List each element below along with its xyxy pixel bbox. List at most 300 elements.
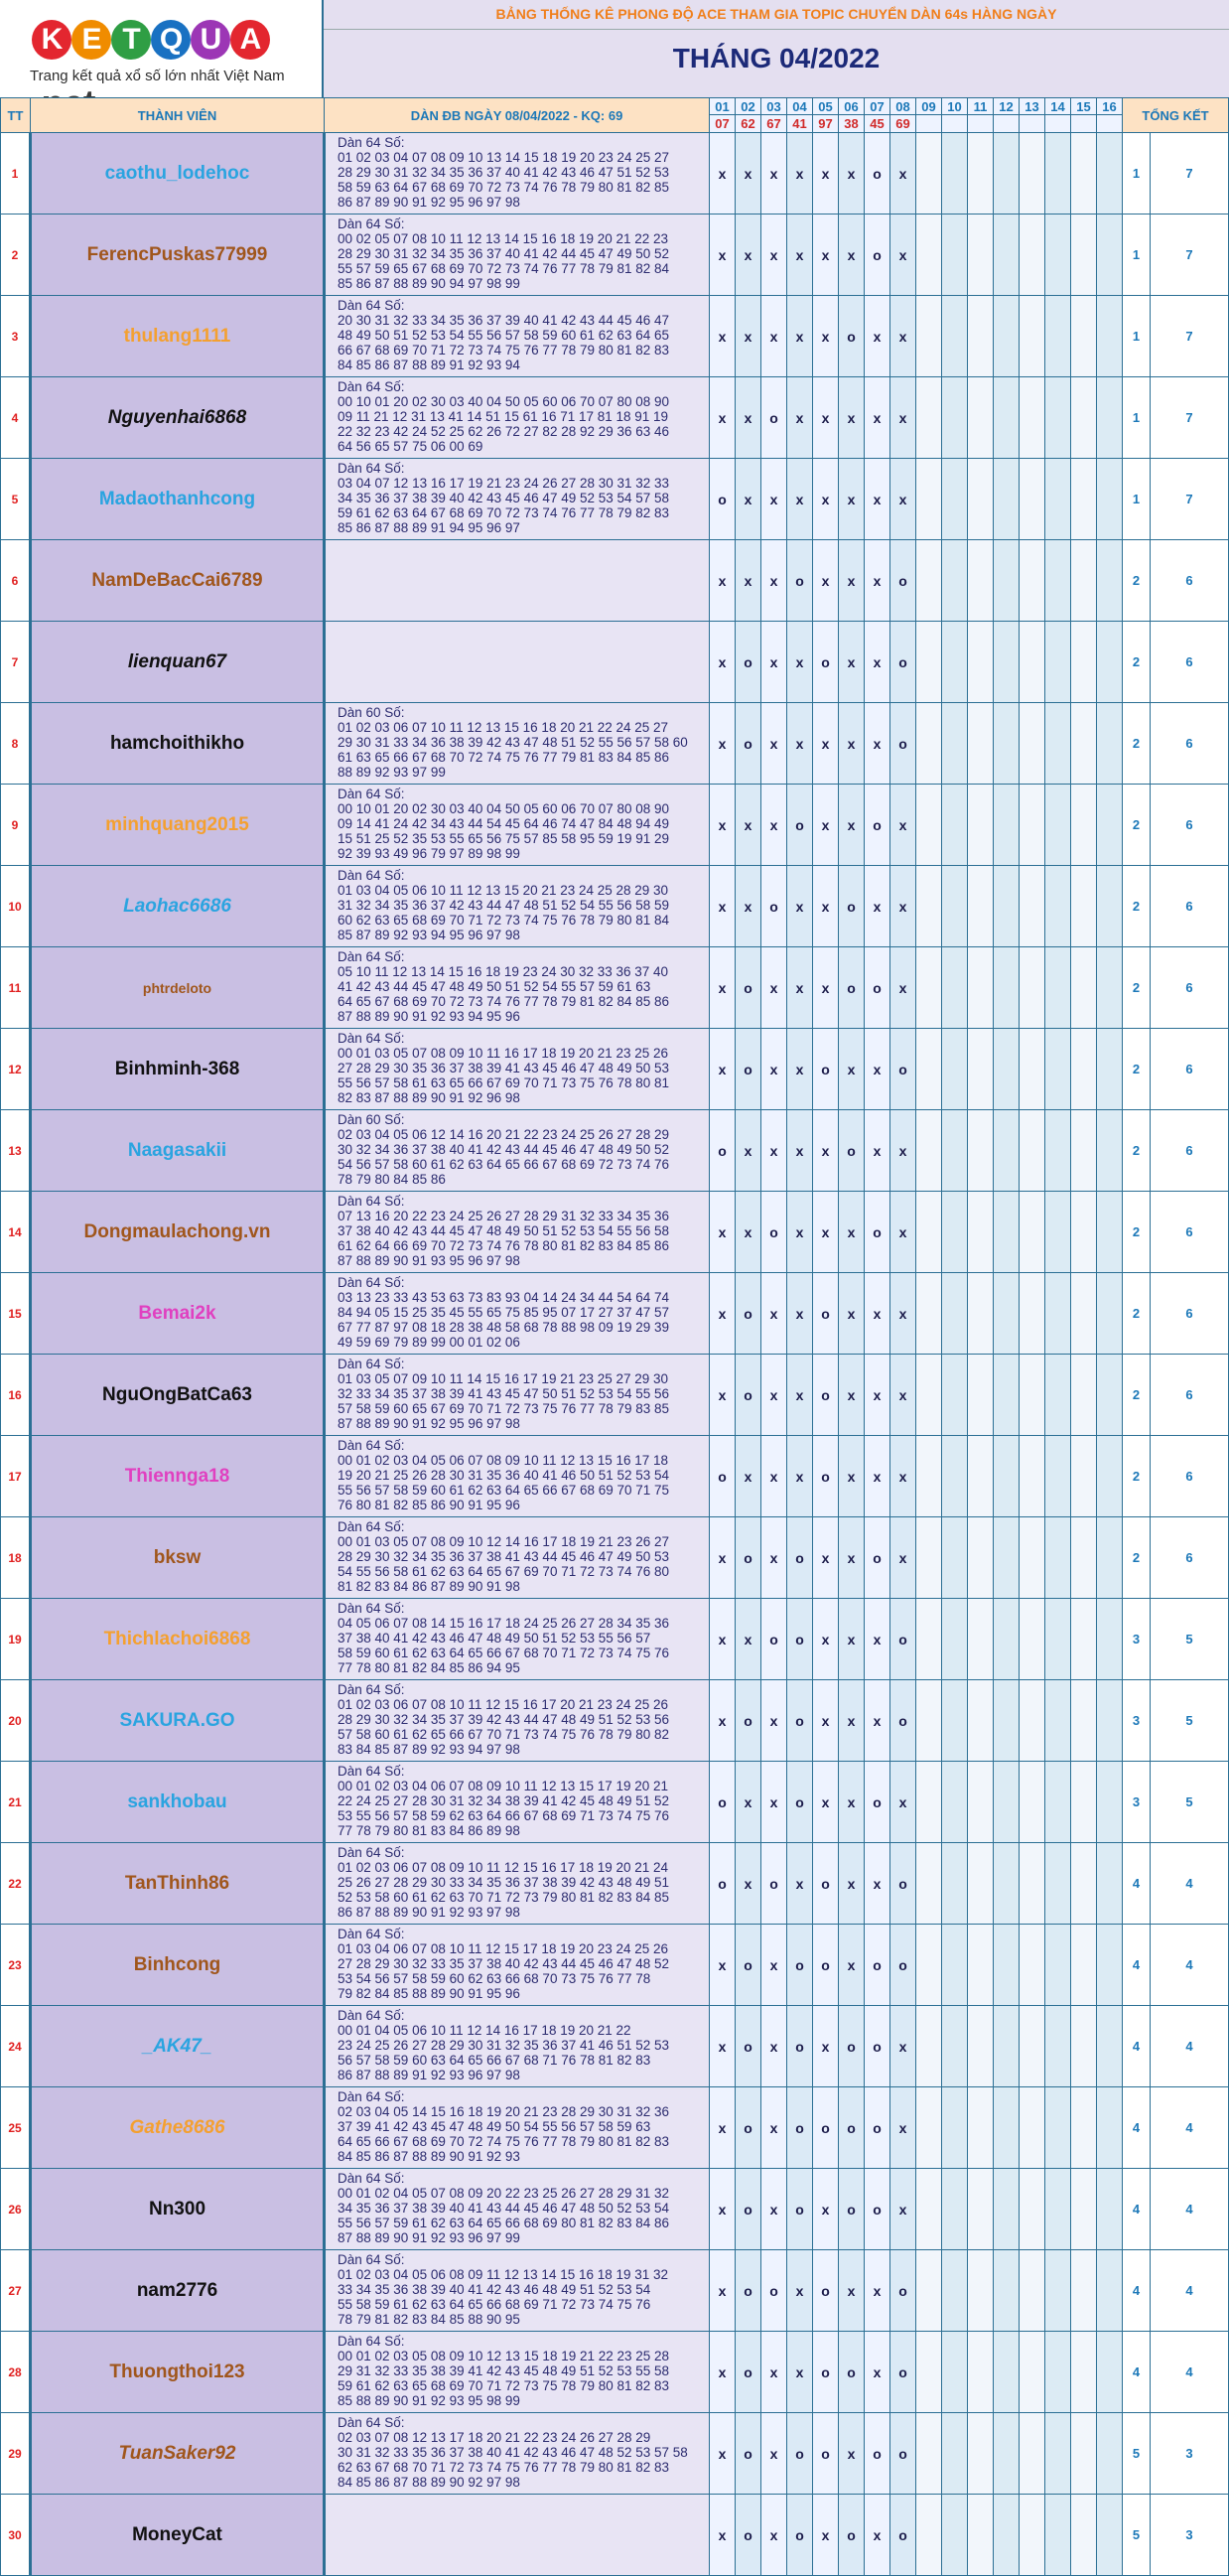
result-mark: x	[813, 2169, 839, 2250]
empty-cell	[968, 2250, 994, 2332]
dan-numbers	[325, 2087, 710, 2169]
empty-cell	[1020, 2332, 1045, 2413]
total-b: 7	[1151, 133, 1229, 215]
result-mark: x	[839, 785, 865, 866]
empty-cell	[916, 622, 942, 703]
empty-cell	[994, 2087, 1020, 2169]
empty-cell	[994, 1436, 1020, 1517]
result-mark: x	[736, 377, 761, 459]
dan-line: 56 57 58 59 60 63 64 65 66 67 68 71 76 78 81 82 83	[338, 2053, 651, 2068]
row-number: 21	[1, 1762, 31, 1843]
result-mark: o	[839, 2169, 865, 2250]
empty-cell	[1045, 1355, 1071, 1436]
result-mark: x	[865, 296, 890, 377]
stats-table	[0, 97, 1229, 2576]
empty-cell	[968, 1925, 994, 2006]
total-b: 6	[1151, 785, 1229, 866]
empty-cell	[1020, 2006, 1045, 2087]
empty-cell	[994, 540, 1020, 622]
result-mark: x	[865, 459, 890, 540]
result-mark: o	[736, 2495, 761, 2576]
empty-cell	[942, 133, 968, 215]
result-mark: x	[761, 1355, 787, 1436]
total-a: 2	[1123, 540, 1151, 622]
empty-cell	[916, 133, 942, 215]
empty-cell	[1020, 1680, 1045, 1762]
result-mark: x	[787, 947, 813, 1029]
dan-line: 55 56 57 59 61 62 63 64 65 66 68 69 80 81 82 83 84 86	[338, 2216, 670, 2230]
result-mark: o	[839, 2495, 865, 2576]
dan-numbers	[325, 703, 710, 785]
member-name[interactable]: Naagasakii	[31, 1110, 325, 1192]
dan-line: 29 30 31 33 34 36 38 39 42 43 47 48 51 52 55 56 57 58 60	[338, 735, 688, 750]
logo-ball-t: T	[111, 20, 151, 60]
dan-line: 60 62 63 65 68 69 70 71 72 73 74 75 76 78 79 80 81 84	[338, 913, 670, 928]
member-name[interactable]: Binhminh-368	[31, 1029, 325, 1110]
result-mark: o	[890, 2495, 916, 2576]
result-mark: x	[890, 2169, 916, 2250]
empty-cell	[994, 1192, 1020, 1273]
result-mark: x	[710, 622, 736, 703]
header-day: 05	[813, 98, 839, 115]
row-number: 17	[1, 1436, 31, 1517]
empty-cell	[1020, 1110, 1045, 1192]
total-a: 5	[1123, 2413, 1151, 2495]
empty-cell	[942, 1762, 968, 1843]
dan-line: 00 01 03 05 07 08 09 10 12 14 16 17 18 19 21 23 26 27	[338, 1534, 670, 1549]
logo-tagline: Trang kết quả xổ số lớn nhất Việt Nam	[30, 68, 285, 84]
empty-cell	[1097, 866, 1123, 947]
dan-line: 79 82 84 85 88 89 90 91 95 96	[338, 1986, 520, 2001]
total-b: 4	[1151, 2006, 1229, 2087]
row-number: 22	[1, 1843, 31, 1925]
header-day: 01	[710, 98, 736, 115]
dan-line: Dàn 64 Số:	[338, 379, 405, 394]
dan-numbers	[325, 540, 710, 622]
row-number: 9	[1, 785, 31, 866]
dan-line: 28 29 30 32 34 35 36 37 38 41 43 44 45 46 47 49 50 53	[338, 1549, 670, 1564]
result-mark: x	[813, 1762, 839, 1843]
result-mark: x	[761, 296, 787, 377]
empty-cell	[942, 1029, 968, 1110]
empty-cell	[916, 2169, 942, 2250]
dan-line: 28 29 30 31 32 34 35 36 37 40 41 42 44 45 47 49 50 52	[338, 246, 670, 261]
dan-line: 61 62 64 66 69 70 72 73 74 76 78 80 81 82 83 84 85 86	[338, 1238, 670, 1253]
member-name[interactable]: Nn300	[31, 2169, 325, 2250]
empty-cell	[994, 1517, 1020, 1599]
dan-line: Dàn 64 Số:	[338, 1682, 405, 1697]
empty-cell	[1097, 2332, 1123, 2413]
result-mark: x	[787, 1436, 813, 1517]
result-mark: x	[813, 1110, 839, 1192]
dan-line: 86 87 88 89 91 92 93 96 97 98	[338, 2068, 520, 2082]
member-name[interactable]: Nguyenhai6868	[31, 377, 325, 459]
dan-line: 85 86 87 88 89 91 94 95 96 97	[338, 520, 520, 535]
result-mark: x	[813, 1680, 839, 1762]
row-number: 2	[1, 215, 31, 296]
empty-cell	[1097, 2495, 1123, 2576]
header-dan: DÀN ĐB NGÀY 08/04/2022 - KQ: 69	[325, 98, 710, 133]
total-a: 4	[1123, 2087, 1151, 2169]
result-mark: x	[839, 703, 865, 785]
empty-cell	[1045, 1762, 1071, 1843]
empty-cell	[968, 1273, 994, 1355]
member-name[interactable]: TuanSaker92	[31, 2413, 325, 2495]
result-mark: x	[710, 1273, 736, 1355]
total-a: 1	[1123, 296, 1151, 377]
result-mark: x	[839, 459, 865, 540]
member-name[interactable]: Binhcong	[31, 1925, 325, 2006]
member-row	[1, 296, 1229, 377]
result-mark: x	[736, 540, 761, 622]
member-row	[1, 1355, 1229, 1436]
header-day: 07	[865, 98, 890, 115]
result-mark: o	[761, 1192, 787, 1273]
empty-cell	[968, 2332, 994, 2413]
empty-cell	[916, 1517, 942, 1599]
member-name[interactable]: MoneyCat	[31, 2495, 325, 2576]
result-mark: x	[839, 1599, 865, 1680]
empty-cell	[916, 1355, 942, 1436]
empty-cell	[1071, 1436, 1097, 1517]
empty-cell	[1097, 540, 1123, 622]
dan-line: 02 03 07 08 12 13 17 18 20 21 22 23 24 26 27 28 29	[338, 2430, 651, 2445]
result-mark: x	[890, 1355, 916, 1436]
result-mark: x	[736, 1599, 761, 1680]
empty-cell	[942, 377, 968, 459]
header-result: 62	[736, 115, 761, 133]
empty-cell	[1045, 1273, 1071, 1355]
dan-line: 09 14 41 24 42 34 43 44 54 45 64 46 74 47 84 48 94 49	[338, 816, 670, 831]
empty-cell	[994, 1599, 1020, 1680]
member-name[interactable]: Bemai2k	[31, 1273, 325, 1355]
member-name[interactable]: minhquang2015	[31, 785, 325, 866]
result-mark: o	[736, 2169, 761, 2250]
dan-line: 00 01 02 03 04 06 07 08 09 10 11 12 13 15 17 19 20 21	[338, 1779, 669, 1793]
result-mark: o	[787, 2413, 813, 2495]
result-mark: x	[813, 2006, 839, 2087]
member-name[interactable]: SAKURA.GO	[31, 1680, 325, 1762]
member-name[interactable]: Thichlachoi6868	[31, 1599, 325, 1680]
result-mark: x	[890, 2006, 916, 2087]
logo-ball-q: Q	[151, 20, 191, 60]
header-tt: TT	[1, 98, 31, 133]
result-mark: x	[736, 215, 761, 296]
empty-cell	[1097, 1029, 1123, 1110]
dan-line: 00 01 02 03 04 05 06 07 08 09 10 11 12 13 15 16 17 18	[338, 1453, 669, 1468]
empty-cell	[1071, 1925, 1097, 2006]
empty-cell	[968, 1436, 994, 1517]
dan-line: 28 29 30 32 34 35 37 39 42 43 44 47 48 49 51 52 53 56	[338, 1712, 670, 1727]
empty-cell	[1097, 1599, 1123, 1680]
member-row	[1, 622, 1229, 703]
header-day: 06	[839, 98, 865, 115]
result-mark: x	[761, 1029, 787, 1110]
dan-line: 29 31 32 33 35 38 39 41 42 43 45 48 49 51 52 53 55 58	[338, 2363, 670, 2378]
result-mark: o	[710, 459, 736, 540]
result-mark: x	[736, 133, 761, 215]
member-name[interactable]: Dongmaulachong.vn	[31, 1192, 325, 1273]
dan-line: 37 38 40 42 43 44 45 47 48 49 50 51 52 53 54 55 56 58	[338, 1223, 670, 1238]
dan-line: 00 10 01 20 02 30 03 40 04 50 05 60 06 70 07 80 08 90	[338, 394, 670, 409]
member-name[interactable]: thulang1111	[31, 296, 325, 377]
result-mark: x	[813, 1599, 839, 1680]
empty-cell	[1020, 2250, 1045, 2332]
empty-cell	[968, 215, 994, 296]
result-mark: o	[890, 1843, 916, 1925]
result-mark: o	[813, 2413, 839, 2495]
result-mark: x	[761, 2332, 787, 2413]
dan-line: 53 55 56 57 58 59 62 63 64 66 67 68 69 71 73 74 75 76	[338, 1808, 670, 1823]
result-mark: o	[736, 1355, 761, 1436]
member-row	[1, 1192, 1229, 1273]
empty-cell	[1020, 1355, 1045, 1436]
dan-line: 64 65 67 68 69 70 72 73 74 76 77 78 79 81 82 84 85 86	[338, 994, 670, 1009]
empty-cell	[916, 785, 942, 866]
total-a: 2	[1123, 866, 1151, 947]
row-number: 3	[1, 296, 31, 377]
result-mark: o	[865, 1925, 890, 2006]
result-mark: x	[710, 1680, 736, 1762]
empty-cell	[1020, 133, 1045, 215]
empty-cell	[1097, 1273, 1123, 1355]
empty-cell	[1045, 703, 1071, 785]
empty-cell	[994, 947, 1020, 1029]
dan-line: 00 01 02 04 05 07 08 09 20 22 23 25 26 27 28 29 31 32	[338, 2186, 670, 2201]
member-name[interactable]: TanThinh86	[31, 1843, 325, 1925]
result-mark: o	[813, 1029, 839, 1110]
empty-cell	[994, 1925, 1020, 2006]
dan-line: 78 79 80 84 85 86	[338, 1172, 446, 1187]
logo-ball-a: A	[230, 20, 270, 60]
dan-line: 30 31 32 33 35 36 37 38 40 41 42 43 46 47 48 52 53 57 58	[338, 2445, 688, 2460]
dan-numbers	[325, 622, 710, 703]
result-mark: x	[710, 2413, 736, 2495]
result-mark: x	[787, 133, 813, 215]
total-b: 6	[1151, 703, 1229, 785]
result-mark: o	[761, 377, 787, 459]
empty-cell	[1071, 1192, 1097, 1273]
total-a: 2	[1123, 785, 1151, 866]
result-mark: o	[736, 2250, 761, 2332]
member-name[interactable]: _AK47_	[31, 2006, 325, 2087]
dan-numbers	[325, 2413, 710, 2495]
result-mark: x	[710, 2332, 736, 2413]
row-number: 26	[1, 2169, 31, 2250]
member-name[interactable]: NamDeBacCai6789	[31, 540, 325, 622]
result-mark: x	[710, 1599, 736, 1680]
empty-cell	[994, 785, 1020, 866]
result-mark: o	[890, 540, 916, 622]
empty-cell	[994, 133, 1020, 215]
dan-line: 01 03 05 07 09 10 11 14 15 16 17 19 21 23 25 27 29 30	[338, 1371, 669, 1386]
banner-title: BẢNG THỐNG KÊ PHONG ĐỘ ACE THAM GIA TOPIC CHUYỂN DÀN 64s HÀNG NGÀY	[324, 0, 1229, 30]
dan-line: 66 67 68 69 70 71 72 73 74 75 76 77 78 79 80 81 82 83	[338, 343, 670, 358]
dan-line: 86 87 89 90 91 92 95 96 97 98	[338, 195, 520, 210]
empty-cell	[1020, 2087, 1045, 2169]
empty-cell	[916, 866, 942, 947]
header-result	[1045, 115, 1071, 133]
dan-line: 85 86 87 88 89 90 94 97 98 99	[338, 276, 520, 291]
dan-line: 05 10 11 12 13 14 15 16 18 19 23 24 30 32 33 36 37 40	[338, 964, 669, 979]
dan-line: 87 88 89 90 91 93 95 96 97 98	[338, 1253, 520, 1268]
result-mark: x	[761, 540, 787, 622]
result-mark: x	[865, 1680, 890, 1762]
empty-cell	[994, 1110, 1020, 1192]
dan-numbers	[325, 215, 710, 296]
header-member: THÀNH VIÊN	[31, 98, 325, 133]
empty-cell	[1045, 785, 1071, 866]
dan-line: 23 24 25 26 27 28 29 30 31 32 35 36 37 41 46 51 52 53	[338, 2038, 670, 2053]
empty-cell	[1071, 2250, 1097, 2332]
result-mark: x	[839, 133, 865, 215]
result-mark: o	[736, 2332, 761, 2413]
result-mark: o	[890, 1599, 916, 1680]
header-day: 11	[968, 98, 994, 115]
dan-line: 01 03 04 06 07 08 10 11 12 15 17 18 19 20 23 24 25 26	[338, 1941, 669, 1956]
header-day: 10	[942, 98, 968, 115]
row-number: 16	[1, 1355, 31, 1436]
dan-line: Dàn 64 Số:	[338, 1927, 405, 1941]
result-mark: x	[787, 296, 813, 377]
result-mark: o	[787, 785, 813, 866]
empty-cell	[1071, 1110, 1097, 1192]
empty-cell	[1097, 1110, 1123, 1192]
member-name[interactable]: sankhobau	[31, 1762, 325, 1843]
dan-line: 00 01 02 03 05 08 09 10 12 13 15 18 19 21 22 23 25 28	[338, 2349, 670, 2363]
dan-numbers	[325, 1843, 710, 1925]
row-number: 23	[1, 1925, 31, 2006]
empty-cell	[942, 2495, 968, 2576]
member-row	[1, 1029, 1229, 1110]
result-mark: x	[736, 1110, 761, 1192]
empty-cell	[1045, 296, 1071, 377]
result-mark: x	[813, 296, 839, 377]
result-mark: o	[736, 622, 761, 703]
dan-line: 86 87 88 89 90 91 92 93 97 98	[338, 1905, 520, 1920]
result-mark: o	[839, 2087, 865, 2169]
total-b: 7	[1151, 459, 1229, 540]
dan-line: 00 01 03 05 07 08 09 10 11 16 17 18 19 20 21 23 25 26	[338, 1046, 669, 1061]
result-mark: x	[787, 622, 813, 703]
empty-cell	[1071, 1843, 1097, 1925]
dan-line: 55 56 57 58 61 63 65 66 67 69 70 71 73 75 76 78 80 81	[338, 1075, 670, 1090]
member-row	[1, 1273, 1229, 1355]
result-mark: x	[736, 1192, 761, 1273]
header-day: 08	[890, 98, 916, 115]
result-mark: x	[813, 866, 839, 947]
header-result	[994, 115, 1020, 133]
empty-cell	[942, 622, 968, 703]
result-mark: x	[761, 1436, 787, 1517]
empty-cell	[1071, 296, 1097, 377]
result-mark: x	[813, 1517, 839, 1599]
empty-cell	[994, 1843, 1020, 1925]
total-a: 4	[1123, 2169, 1151, 2250]
member-name[interactable]: phtrdeloto	[31, 947, 325, 1029]
empty-cell	[1045, 1192, 1071, 1273]
total-b: 6	[1151, 1029, 1229, 1110]
empty-cell	[968, 296, 994, 377]
dan-line: Dàn 64 Số:	[338, 216, 405, 231]
empty-cell	[1045, 866, 1071, 947]
empty-cell	[994, 459, 1020, 540]
member-name[interactable]: caothu_lodehoc	[31, 133, 325, 215]
result-mark: x	[736, 1762, 761, 1843]
result-mark: x	[839, 1192, 865, 1273]
member-name[interactable]: Thiennga18	[31, 1436, 325, 1517]
member-name[interactable]: Madaothanhcong	[31, 459, 325, 540]
member-name[interactable]: hamchoithikho	[31, 703, 325, 785]
total-b: 5	[1151, 1599, 1229, 1680]
result-mark: x	[865, 1599, 890, 1680]
empty-cell	[968, 1029, 994, 1110]
empty-cell	[1045, 133, 1071, 215]
dan-line: 01 02 03 06 07 08 10 11 12 15 16 17 20 21 23 24 25 26	[338, 1697, 669, 1712]
member-name[interactable]: bksw	[31, 1517, 325, 1599]
header-total: TỔNG KẾT	[1123, 98, 1229, 133]
header-result: 41	[787, 115, 813, 133]
dan-numbers	[325, 2250, 710, 2332]
result-mark: x	[710, 1925, 736, 2006]
result-mark: o	[839, 866, 865, 947]
result-mark: x	[761, 1273, 787, 1355]
result-mark: x	[710, 2495, 736, 2576]
member-row	[1, 2087, 1229, 2169]
result-mark: o	[787, 2169, 813, 2250]
member-name[interactable]: NguOngBatCa63	[31, 1355, 325, 1436]
result-mark: x	[761, 1762, 787, 1843]
row-number: 4	[1, 377, 31, 459]
result-mark: x	[710, 2087, 736, 2169]
empty-cell	[1097, 2413, 1123, 2495]
member-row	[1, 2495, 1229, 2576]
dan-line: Dàn 64 Số:	[338, 461, 405, 476]
result-mark: x	[787, 215, 813, 296]
member-row	[1, 540, 1229, 622]
empty-cell	[968, 1762, 994, 1843]
dan-line: 55 57 59 65 67 68 69 70 72 73 74 76 77 78 79 81 82 84	[338, 261, 670, 276]
result-mark: x	[787, 377, 813, 459]
empty-cell	[1071, 866, 1097, 947]
result-mark: o	[890, 1029, 916, 1110]
member-name[interactable]: Laohac6686	[31, 866, 325, 947]
logo-area[interactable]	[0, 0, 324, 97]
empty-cell	[942, 2169, 968, 2250]
dan-line: 19 20 21 25 26 28 30 31 35 36 40 41 46 50 51 52 53 54	[338, 1468, 670, 1483]
result-mark: o	[787, 1517, 813, 1599]
dan-line: Dàn 64 Số:	[338, 135, 405, 150]
member-name[interactable]: Thuongthoi123	[31, 2332, 325, 2413]
member-name[interactable]: FerencPuskas77999	[31, 215, 325, 296]
result-mark: o	[787, 2495, 813, 2576]
dan-line: Dàn 64 Số:	[338, 2008, 405, 2023]
member-row	[1, 866, 1229, 947]
result-mark: x	[865, 2250, 890, 2332]
empty-cell	[968, 377, 994, 459]
result-mark: x	[710, 866, 736, 947]
member-name[interactable]: Gathe8686	[31, 2087, 325, 2169]
result-mark: x	[865, 540, 890, 622]
result-mark: o	[787, 2006, 813, 2087]
result-mark: x	[865, 622, 890, 703]
member-name[interactable]: lienquan67	[31, 622, 325, 703]
dan-line: Dàn 64 Số:	[338, 949, 405, 964]
dan-line: Dàn 64 Số:	[338, 2252, 405, 2267]
member-name[interactable]: nam2776	[31, 2250, 325, 2332]
result-mark: x	[736, 1436, 761, 1517]
dan-line: 92 39 93 49 96 79 97 89 98 99	[338, 846, 520, 861]
